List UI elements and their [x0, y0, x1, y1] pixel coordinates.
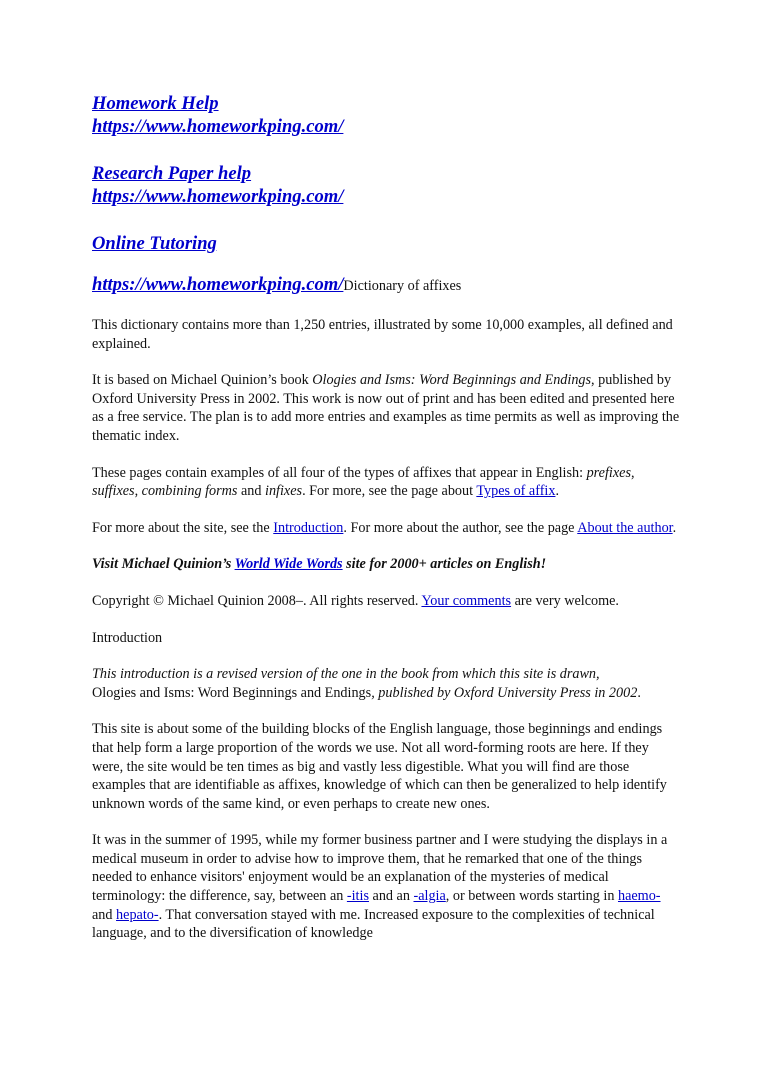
p3-and: and — [237, 483, 266, 500]
paragraph-affix-types — [92, 464, 682, 501]
p2-text-a: It is based on Michael Quinion’s book — [92, 372, 313, 389]
p7-text-b: , published by Oxford University Press in 2002 — [371, 684, 638, 701]
your-comments-link[interactable]: Your comments — [421, 592, 512, 609]
world-wide-words-link[interactable]: World Wide Words — [234, 556, 343, 573]
introduction-link[interactable]: Introduction — [273, 519, 344, 536]
p9-text-e: . That conversation stayed with me. Increased exposure to the complexities of technical language, and to the diversification of knowledge — [92, 906, 655, 942]
online-tutoring-link[interactable]: Online Tutoring — [92, 233, 217, 254]
p7-end: . — [637, 684, 641, 701]
paragraph-visit — [92, 555, 682, 574]
p8-text: This site is about some of the building blocks of the English language, those beginnings and endings that help form a large proportion of the words we use. Not all word-forming roots are here. If they were, the site would be ten times as big and vastly less digestible. What you will find are those examples that are identifiable as affixes, knowledge of which can then be generalized to help identify unknown words of the same kind, or even perhaps to create new ones. — [92, 721, 667, 812]
p6-text-a: Copyright © Michael Quinion 2008–. All rights reserved. — [92, 592, 422, 609]
p3-text-b: . For more, see the page about — [302, 483, 477, 500]
types-of-affix-link[interactable]: Types of affix — [476, 483, 556, 500]
p9-text-c: , or between words starting in — [445, 888, 618, 905]
itis-link[interactable]: -itis — [346, 888, 369, 905]
haemo-link[interactable]: haemo- — [617, 888, 661, 905]
online-tutoring-block — [92, 232, 682, 298]
research-paper-link[interactable]: Research Paper help — [92, 163, 252, 184]
p9-text-b: and an — [368, 888, 414, 905]
term-suffixes: suffixes — [92, 483, 135, 500]
paragraph-revised — [92, 665, 682, 702]
research-paper-block — [92, 162, 682, 208]
homework-help-block — [92, 92, 682, 138]
research-paper-url-link[interactable]: https://www.homeworkping.com/ — [92, 186, 344, 207]
p9-text-a: It was in the summer of 1995, while my former business partner and I were studying the displays in a medical museum in order to advise how to improve them, that he remarked that one of the things needed to enhance visitors' enjoyment would be an explanation of the mysteries of medical terminology: the difference, say, between an — [92, 832, 668, 905]
p4-text-b: . For more about the author, see the page — [343, 519, 578, 536]
p3-end: . — [555, 483, 560, 500]
p7-text-a: This introduction is a revised version of the one in the book from which this site is drawn, — [92, 666, 600, 683]
paragraph-summer-1995 — [92, 831, 682, 943]
introduction-heading — [92, 629, 682, 648]
algia-link[interactable]: -algia — [413, 888, 446, 905]
p3-text-a: These pages contain examples of all four of the types of affixes that appear in English: — [92, 464, 587, 481]
online-tutoring-url-link[interactable]: https://www.homeworkping.com/ — [92, 274, 344, 295]
homework-help-url-link[interactable]: https://www.homeworkping.com/ — [92, 116, 344, 137]
paragraph-intro — [92, 316, 682, 353]
book-title: Ologies and Isms: Word Beginnings and Endings — [312, 372, 592, 389]
p9-text-d: and — [92, 906, 117, 923]
paragraph-intro-text: This dictionary contains more than 1,250 entries, illustrated by some 10,000 examples, all defined and explained. — [92, 317, 673, 352]
p6-text-b: are very welcome. — [511, 592, 619, 609]
p7-book-title: Ologies and Isms: Word Beginnings and Endings — [92, 684, 372, 701]
term-prefixes: prefixes — [586, 464, 631, 481]
introduction-heading-text: Introduction — [92, 629, 163, 646]
term-combining-forms: combining forms — [141, 483, 238, 500]
paragraph-building-blocks — [92, 720, 682, 813]
p5-text-a: Visit Michael Quinion’s — [92, 556, 235, 573]
p2-text-b: , published by Oxford University Press in 2002. This work is now out of print and has been edited and presented here as a free service. The plan is to add more entries and examples as time permits as well as improving the thematic index. — [92, 372, 680, 444]
p4-end: . — [672, 519, 677, 536]
p5-text-b: site for 2000+ articles on English! — [342, 556, 547, 573]
document-body — [92, 92, 682, 943]
paragraph-copyright — [92, 592, 682, 611]
term-infixes: infixes — [265, 483, 303, 500]
hepato-link[interactable]: hepato- — [116, 906, 159, 923]
paragraph-site-info — [92, 519, 682, 538]
paragraph-based-on — [92, 371, 682, 445]
about-author-link[interactable]: About the author — [577, 519, 673, 536]
homework-help-link[interactable]: Homework Help — [92, 93, 219, 114]
p3-comma-1: , — [630, 464, 635, 481]
p4-text-a: For more about the site, see the — [92, 519, 274, 536]
p3-comma-2: , — [134, 483, 142, 500]
document-title: Dictionary of affixes — [343, 278, 462, 294]
